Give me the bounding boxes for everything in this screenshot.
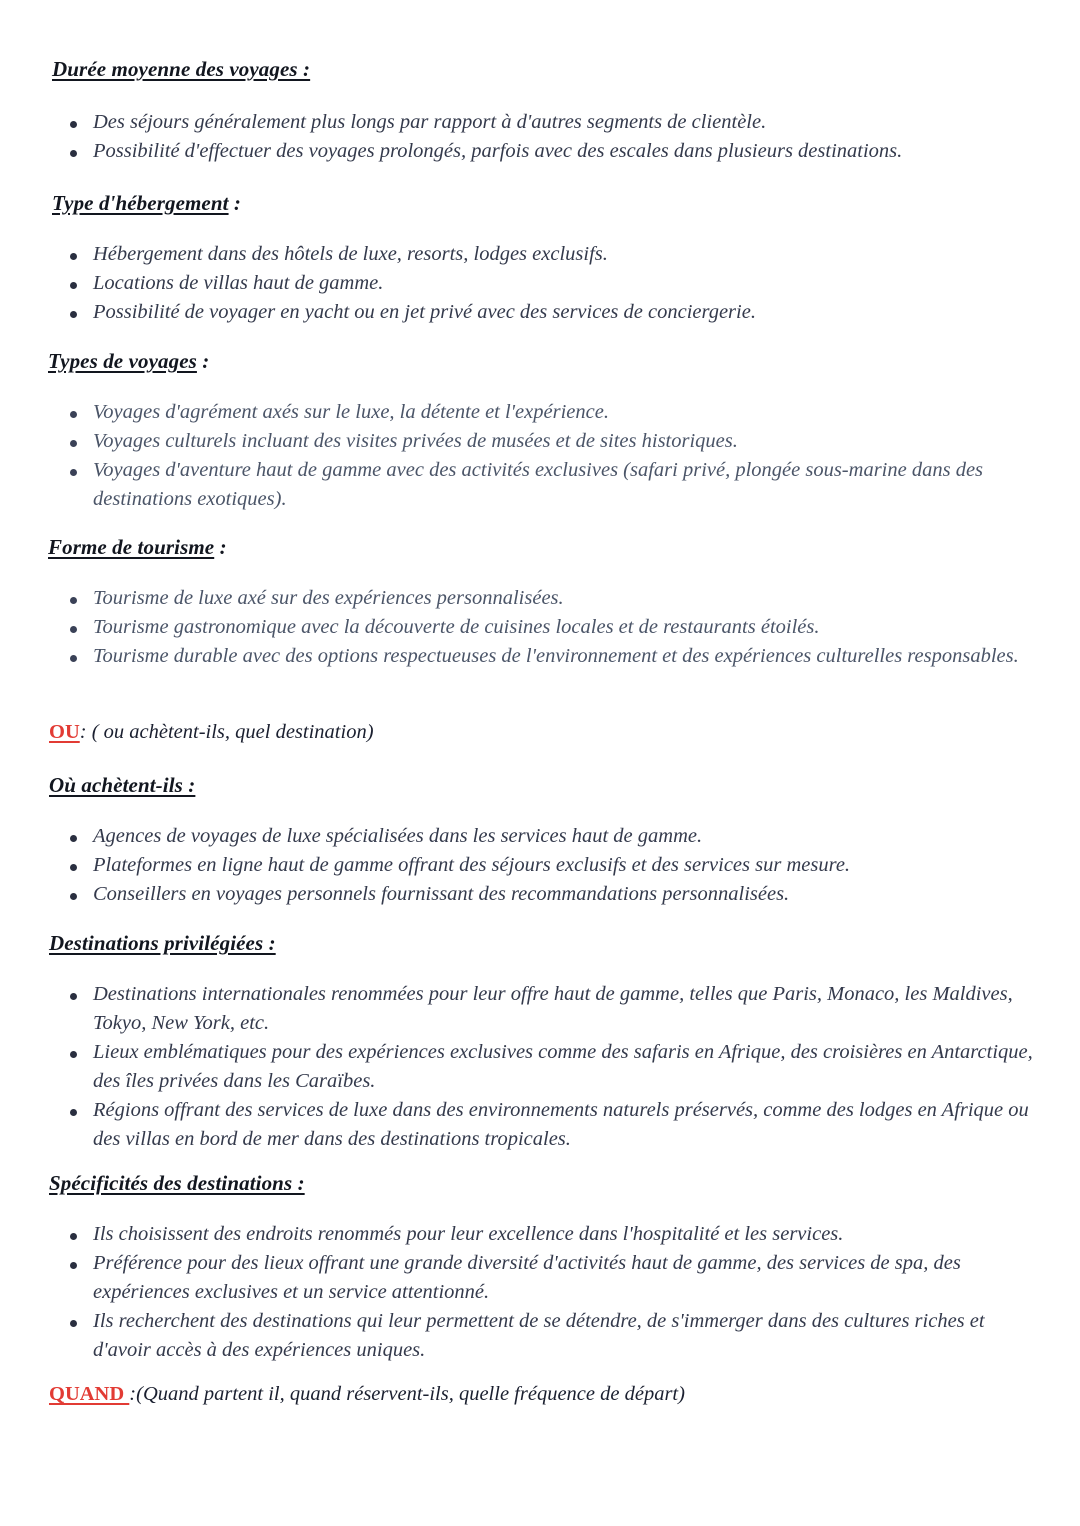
list-item-text: Voyages d'agrément axés sur le luxe, la détente et l'expérience.	[93, 401, 609, 423]
section-heading	[52, 190, 1042, 216]
bullet-list-type-hebergement	[70, 240, 1035, 327]
bullet-icon	[70, 835, 77, 842]
list-item	[70, 456, 1035, 514]
section-heading	[48, 348, 1038, 374]
list-item-text: Ils recherchent des destinations qui leur permettent de se détendre, de s'immerger dans des cultures riches et d'avoir accès à des expériences uniques.	[93, 1310, 985, 1361]
bullet-icon	[70, 1109, 77, 1116]
heading-text: Type d'hébergement	[52, 191, 229, 215]
bullet-list-types-de-voyages	[70, 398, 1035, 514]
list-item	[70, 880, 1035, 909]
section-destinations-privilegiees	[49, 930, 1039, 956]
list-item	[70, 1038, 1035, 1096]
bullet-icon	[70, 440, 77, 447]
marker-quand	[49, 1380, 685, 1408]
section-duree-moyenne	[52, 56, 1042, 82]
heading-text: Durée moyenne des voyages :	[52, 57, 311, 81]
marker-rest-quand: :(Quand partent il, quand réservent-ils, quelle fréquence de départ)	[129, 1383, 685, 1405]
bullet-icon	[70, 597, 77, 604]
list-item	[70, 1220, 1035, 1249]
heading-text: Types de voyages	[48, 349, 197, 373]
bullet-icon	[70, 411, 77, 418]
list-item-text: Agences de voyages de luxe spécialisées dans les services haut de gamme.	[93, 825, 703, 847]
heading-text: Destinations privilégiées :	[49, 931, 276, 955]
section-types-de-voyages	[48, 348, 1038, 374]
section-heading	[49, 1170, 1039, 1196]
list-item	[70, 269, 1035, 298]
bullet-icon	[70, 626, 77, 633]
bullet-list-duree-moyenne	[70, 108, 1035, 166]
bullet-list-forme-de-tourisme	[70, 584, 1035, 671]
list-item-text: Tourisme de luxe axé sur des expériences personnalisées.	[93, 587, 564, 609]
section-type-hebergement	[52, 190, 1042, 216]
list-item-text: Possibilité de voyager en yacht ou en jet privé avec des services de conciergerie.	[93, 301, 756, 323]
list-item	[70, 108, 1035, 137]
list-item	[70, 822, 1035, 851]
heading-text: Forme de tourisme	[48, 535, 215, 559]
heading-tail: :	[214, 535, 227, 559]
list-item	[70, 980, 1035, 1038]
list-item	[70, 1096, 1035, 1154]
marker-rest-ou: : ( ou achètent-ils, quel destination)	[79, 721, 374, 743]
marker-ou	[49, 718, 374, 746]
bullet-icon	[70, 469, 77, 476]
list-item-text: Ils choisissent des endroits renommés pour leur excellence dans l'hospitalité et les services.	[93, 1223, 844, 1245]
list-item-text: Locations de villas haut de gamme.	[93, 272, 384, 294]
section-ou-achetent-ils	[49, 772, 1039, 798]
list-item-text: Lieux emblématiques pour des expériences exclusives comme des safaris en Afrique, des croisières en Antarctique, des îles privées dans les Caraïbes.	[93, 1041, 1033, 1092]
list-item-text: Régions offrant des services de luxe dans des environnements naturels préservés, comme des lodges en Afrique ou des villas en bord de mer dans des destinations tropicales.	[93, 1099, 1029, 1150]
bullet-icon	[70, 993, 77, 1000]
list-item-text: Des séjours généralement plus longs par rapport à d'autres segments de clientèle.	[93, 111, 767, 133]
bullet-icon	[70, 282, 77, 289]
list-item-text: Possibilité d'effectuer des voyages prolongés, parfois avec des escales dans plusieurs destinations.	[93, 140, 903, 162]
list-item	[70, 427, 1035, 456]
section-heading	[52, 56, 1042, 82]
bullet-icon	[70, 655, 77, 662]
bullet-icon	[70, 864, 77, 871]
bullet-icon	[70, 253, 77, 260]
list-item-text: Tourisme gastronomique avec la découverte de cuisines locales et de restaurants étoilés.	[93, 616, 820, 638]
bullet-icon	[70, 121, 77, 128]
heading-text: Spécificités des destinations :	[49, 1171, 305, 1195]
list-item	[70, 298, 1035, 327]
list-item-text: Voyages d'aventure haut de gamme avec des activités exclusives (safari privé, plongée sous-marine dans des destinations exotiques).	[93, 459, 984, 510]
bullet-icon	[70, 150, 77, 157]
bullet-icon	[70, 311, 77, 318]
bullet-icon	[70, 1051, 77, 1058]
heading-text: Où achètent-ils :	[49, 773, 196, 797]
bullet-icon	[70, 1320, 77, 1327]
list-item	[70, 1249, 1035, 1307]
list-item	[70, 240, 1035, 269]
section-heading	[49, 772, 1039, 798]
list-item-text: Tourisme durable avec des options respectueuses de l'environnement et des expériences culturelles responsables.	[93, 645, 1019, 667]
section-heading	[49, 930, 1039, 956]
bullet-list-destinations-privilegiees	[70, 980, 1035, 1154]
list-item	[70, 398, 1035, 427]
bullet-icon	[70, 893, 77, 900]
bullet-icon	[70, 1233, 77, 1240]
heading-tail: :	[228, 191, 242, 215]
list-item	[70, 137, 1035, 166]
list-item	[70, 613, 1035, 642]
list-item	[70, 851, 1035, 880]
marker-label-ou: OU	[49, 721, 80, 743]
list-item	[70, 584, 1035, 613]
list-item-text: Destinations internationales renommées pour leur offre haut de gamme, telles que Paris, Monaco, les Maldives, Tokyo, New York, etc.	[93, 983, 1013, 1034]
bullet-icon	[70, 1262, 77, 1269]
list-item	[70, 642, 1035, 671]
bullet-list-ou-achetent-ils	[70, 822, 1035, 909]
list-item-text: Hébergement dans des hôtels de luxe, resorts, lodges exclusifs.	[93, 243, 608, 265]
list-item-text: Plateformes en ligne haut de gamme offrant des séjours exclusifs et des services sur mesure.	[93, 854, 851, 876]
heading-tail: :	[196, 349, 210, 373]
section-forme-de-tourisme	[48, 534, 1038, 560]
list-item	[70, 1307, 1035, 1365]
list-item-text: Préférence pour des lieux offrant une grande diversité d'activités haut de gamme, des services de spa, des expériences exclusives et un service attentionné.	[93, 1252, 961, 1303]
bullet-list-specificites-des-destinations	[70, 1220, 1035, 1365]
section-specificites-des-destinations	[49, 1170, 1039, 1196]
list-item-text: Conseillers en voyages personnels fournissant des recommandations personnalisées.	[93, 883, 790, 905]
list-item-text: Voyages culturels incluant des visites privées de musées et de sites historiques.	[93, 430, 738, 452]
section-heading	[48, 534, 1038, 560]
marker-label-quand: QUAND	[49, 1383, 130, 1405]
